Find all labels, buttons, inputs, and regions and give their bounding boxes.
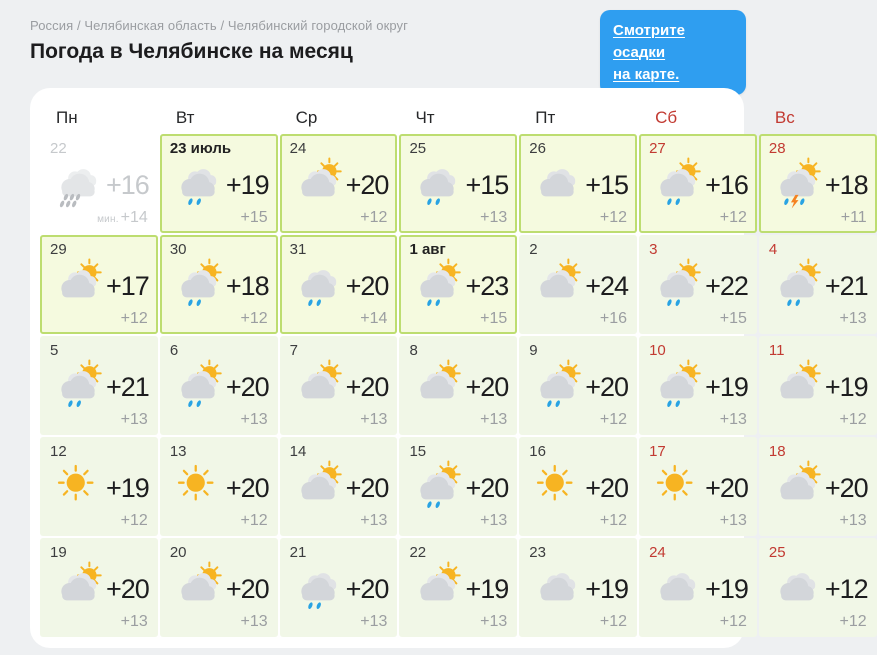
day-weather: [769, 559, 868, 621]
temp-max: +19: [705, 371, 748, 402]
temp-min-value: +13: [480, 411, 508, 428]
temp-min-value: +12: [719, 209, 747, 226]
temp-min: [170, 613, 269, 631]
temp-min-value: +13: [360, 411, 388, 428]
sun-cloud-icon: [290, 463, 346, 513]
calendar-day-cell[interactable]: [40, 336, 158, 435]
sun-cloud-rain-icon: [649, 261, 705, 311]
cloud-rain-icon: [409, 160, 465, 210]
temp-min-value: +12: [599, 512, 628, 529]
sun-cloud-icon: [529, 261, 585, 311]
sun-cloud-rain-icon: [170, 362, 226, 412]
map-button-label-line1: Смотрите осадки: [613, 22, 685, 61]
cloud-icon: [529, 564, 585, 614]
sun-cloud-icon: [290, 362, 346, 412]
temp-max: +19: [465, 573, 509, 604]
temp-max: +20: [225, 472, 269, 503]
day-weather: [50, 256, 149, 318]
temp-min: [769, 209, 868, 227]
temp-max: +18: [824, 169, 868, 200]
cloud-icon: [769, 564, 825, 614]
calendar-day-cell[interactable]: [280, 235, 398, 334]
temp-min: [50, 411, 149, 429]
calendar-day-cell[interactable]: [399, 336, 517, 435]
temp-min-value: +15: [240, 209, 268, 226]
temp-min-value: +13: [719, 411, 747, 428]
day-number: 17: [649, 443, 666, 460]
temp-min-prefix: мин.: [97, 214, 119, 225]
temp-max: +23: [465, 270, 509, 301]
cloud-rain-icon: [170, 160, 226, 210]
day-number: 21: [289, 544, 307, 561]
sun-icon: [50, 463, 106, 513]
calendar-day-cell[interactable]: [399, 134, 517, 233]
day-number: 5: [50, 342, 59, 359]
temp-max: +20: [465, 472, 509, 503]
temp-min-value: +13: [480, 512, 508, 529]
day-weather: [290, 155, 389, 217]
day-weather: [409, 458, 508, 520]
temp-min-value: +13: [360, 512, 388, 529]
temp-min: [649, 310, 748, 328]
day-weather: [50, 155, 149, 217]
calendar-day-cell[interactable]: [519, 235, 637, 334]
calendar-day-cell[interactable]: [160, 235, 278, 334]
day-number: 3: [649, 241, 658, 258]
day-number: 29: [50, 241, 67, 258]
temp-max: +20: [106, 573, 149, 604]
temp-min-value: +12: [599, 411, 628, 428]
temp-max: +20: [465, 371, 509, 402]
calendar-day-cell[interactable]: [759, 538, 877, 637]
day-number: 30: [169, 241, 187, 258]
sun-icon: [649, 463, 705, 513]
day-number: 7: [289, 342, 298, 359]
temp-min-value: +12: [120, 310, 148, 327]
temp-min: [290, 209, 389, 227]
temp-min: [409, 613, 508, 631]
cloud-rain-icon: [290, 564, 346, 614]
day-weather: [529, 458, 628, 520]
day-number: 22: [409, 544, 427, 561]
temp-min: [649, 613, 748, 631]
temp-min-value: +12: [240, 310, 268, 327]
sun-cloud-rain-icon: [769, 261, 825, 311]
weekday-header-Вт: Вт: [175, 108, 195, 127]
sun-cloud-icon: [290, 160, 346, 210]
temp-min: [409, 209, 508, 227]
weekday-header-Ср: Ср: [295, 108, 318, 127]
day-number: 13: [169, 443, 187, 460]
temp-min: [409, 310, 508, 328]
day-number: 11: [768, 342, 785, 359]
day-weather: [769, 155, 868, 217]
month-forecast-card: [30, 88, 868, 648]
day-weather: [290, 357, 389, 419]
temp-min-value: +13: [480, 613, 508, 630]
temp-min: [409, 512, 508, 530]
day-number: 9: [529, 342, 538, 359]
calendar-day-cell[interactable]: [759, 437, 877, 536]
day-number: 12: [50, 443, 67, 460]
temp-min-value: +12: [839, 411, 867, 428]
temp-min-value: +15: [480, 310, 508, 327]
temp-max: +24: [585, 270, 629, 301]
calendar-day-cell[interactable]: [40, 437, 158, 536]
calendar-day-cell[interactable]: [519, 336, 637, 435]
day-number: 18: [768, 443, 786, 460]
day-weather: [170, 357, 269, 419]
temp-min: [769, 512, 868, 530]
sun-cloud-storm-icon: [769, 160, 825, 210]
temp-max: +20: [345, 573, 389, 604]
temp-min-value: +12: [599, 613, 628, 630]
day-weather: [290, 458, 389, 520]
temp-min: [649, 411, 748, 429]
page-title: Погода в Челябинске на месяц: [30, 40, 353, 63]
temp-min-value: +13: [839, 310, 867, 327]
temp-min-value: +12: [839, 613, 867, 630]
calendar-day-cell[interactable]: [759, 134, 877, 233]
calendar-day-cell[interactable]: [519, 538, 637, 637]
temp-min: [649, 209, 748, 227]
calendar-day-cell[interactable]: [759, 336, 877, 435]
day-weather: [409, 256, 508, 318]
temp-min-value: +14: [120, 209, 148, 226]
temp-max: +20: [225, 573, 269, 604]
day-number: 19: [50, 544, 67, 561]
day-weather: [649, 559, 748, 621]
day-number: 27: [649, 140, 666, 157]
day-number: 4: [768, 241, 778, 258]
temp-max: +20: [824, 472, 868, 503]
day-weather: [170, 256, 269, 318]
temp-min: [769, 310, 868, 328]
temp-max: +21: [106, 371, 149, 402]
temp-min-value: +13: [240, 613, 268, 630]
calendar-day-cell[interactable]: [40, 235, 158, 334]
calendar-day-cell[interactable]: [639, 538, 757, 637]
temp-min: [170, 209, 269, 227]
sun-cloud-rain-icon: [409, 463, 465, 513]
calendar-grid: [40, 100, 868, 637]
temp-min-value: +13: [120, 411, 148, 428]
calendar-day-cell[interactable]: [399, 538, 517, 637]
day-number: 8: [409, 342, 418, 359]
sun-cloud-rain-icon: [50, 362, 106, 412]
temp-max: +20: [705, 472, 748, 503]
calendar-day-cell[interactable]: [519, 134, 637, 233]
calendar-day-cell[interactable]: [639, 437, 757, 536]
temp-max: +20: [585, 472, 629, 503]
temp-max: +18: [225, 270, 269, 301]
calendar-day-cell[interactable]: [160, 437, 278, 536]
day-weather: [170, 155, 269, 217]
sun-cloud-rain-icon: [170, 261, 226, 311]
sun-cloud-rain-icon: [649, 362, 705, 412]
cloud-icon: [649, 564, 705, 614]
sun-cloud-rain-icon: [529, 362, 585, 412]
day-number: 31: [289, 241, 307, 258]
calendar-day-cell[interactable]: [160, 134, 278, 233]
day-number: 24: [649, 544, 666, 561]
day-number: 16: [529, 443, 546, 460]
temp-min: [50, 310, 149, 328]
cloud-rain-icon: [290, 261, 346, 311]
day-number: 28: [768, 140, 786, 157]
temp-min-value: +13: [360, 613, 388, 630]
sun-cloud-rain-icon: [409, 261, 465, 311]
temp-min: [50, 512, 149, 530]
precipitation-map-button[interactable]: [600, 10, 746, 95]
temp-min: [170, 411, 269, 429]
calendar-day-cell[interactable]: [399, 235, 517, 334]
temp-max: +19: [106, 472, 149, 503]
temp-max: +20: [225, 371, 269, 402]
temp-min-value: +15: [719, 310, 747, 327]
day-weather: [50, 357, 149, 419]
calendar-day-cell[interactable]: [399, 437, 517, 536]
calendar-day-cell[interactable]: [639, 235, 757, 334]
temp-min: [290, 613, 389, 631]
calendar-day-cell[interactable]: [280, 437, 398, 536]
day-weather: [529, 559, 628, 621]
temp-min: [290, 310, 389, 328]
temp-max: +19: [585, 573, 629, 604]
day-number: 6: [169, 342, 179, 359]
sun-cloud-icon: [170, 564, 226, 614]
sun-cloud-icon: [50, 261, 106, 311]
day-weather: [649, 458, 748, 520]
day-weather: [529, 256, 628, 318]
temp-max: +20: [585, 371, 629, 402]
breadcrumb[interactable]: Россия / Челябинская область / Челябинский городской округ: [30, 18, 408, 33]
temp-max: +22: [705, 270, 748, 301]
calendar-day-cell[interactable]: [759, 235, 877, 334]
temp-max: +12: [824, 573, 868, 604]
temp-min: [290, 411, 389, 429]
temp-min: [529, 310, 628, 328]
temp-min-value: +13: [839, 512, 867, 529]
day-number: 23 июль: [169, 140, 232, 157]
day-number: 1 авг: [409, 241, 446, 258]
temp-min: [529, 209, 628, 227]
temp-max: +16: [106, 169, 149, 200]
sun-cloud-icon: [409, 564, 465, 614]
calendar-day-cell[interactable]: [40, 134, 158, 233]
temp-min-value: +13: [480, 209, 508, 226]
weekday-header-Пн: Пн: [56, 108, 78, 127]
day-weather: [409, 357, 508, 419]
day-weather: [170, 458, 269, 520]
sun-cloud-icon: [769, 362, 825, 412]
calendar-day-cell[interactable]: [160, 538, 278, 637]
temp-max: +19: [225, 169, 269, 200]
temp-max: +20: [345, 270, 389, 301]
temp-max: +20: [345, 472, 389, 503]
day-weather: [649, 256, 748, 318]
temp-min-value: +16: [599, 310, 628, 327]
sun-cloud-icon: [50, 564, 106, 614]
weekday-header-Чт: Чт: [415, 108, 435, 127]
day-weather: [290, 559, 389, 621]
temp-min-value: +12: [120, 512, 148, 529]
temp-max: +21: [824, 270, 868, 301]
temp-min-value: +12: [240, 512, 268, 529]
day-weather: [50, 559, 149, 621]
temp-max: +15: [465, 169, 509, 200]
weekday-header-Пт: Пт: [535, 108, 556, 127]
sun-icon: [170, 463, 226, 513]
temp-min-value: +12: [599, 209, 628, 226]
map-button-label-line2: на карте.: [613, 65, 680, 83]
temp-min-value: +12: [719, 613, 747, 630]
temp-min-value: +12: [360, 209, 388, 226]
temp-max: +15: [585, 169, 629, 200]
temp-min: [170, 512, 269, 530]
weekday-header-Сб: Сб: [655, 108, 678, 127]
cloud-icon: [529, 160, 585, 210]
temp-min: [50, 613, 149, 631]
calendar-day-cell[interactable]: [519, 437, 637, 536]
sun-icon: [529, 463, 585, 513]
day-number: 25: [409, 140, 427, 157]
day-number: 24: [289, 140, 307, 157]
temp-min: [409, 411, 508, 429]
day-number: 14: [289, 443, 307, 460]
temp-min: [170, 310, 269, 328]
day-weather: [769, 256, 868, 318]
calendar-day-cell[interactable]: [280, 538, 398, 637]
day-weather: [529, 155, 628, 217]
day-weather: [649, 155, 748, 217]
day-weather: [769, 458, 868, 520]
temp-max: +20: [345, 169, 389, 200]
temp-min: [529, 613, 628, 631]
day-number: 23: [529, 544, 546, 561]
temp-min-value: +13: [240, 411, 268, 428]
day-weather: [769, 357, 868, 419]
day-number: 25: [768, 544, 786, 561]
day-weather: [409, 559, 508, 621]
sun-cloud-icon: [769, 463, 825, 513]
temp-min: [529, 411, 628, 429]
day-weather: [529, 357, 628, 419]
calendar-day-cell[interactable]: [639, 134, 757, 233]
temp-min: [649, 512, 748, 530]
temp-max: +19: [705, 573, 748, 604]
temp-min-value: +13: [719, 512, 747, 529]
calendar-day-cell[interactable]: [280, 134, 398, 233]
temp-min: [769, 613, 868, 631]
temp-min: [290, 512, 389, 530]
day-number: 10: [649, 342, 666, 359]
day-number: 26: [529, 140, 546, 157]
day-weather: [649, 357, 748, 419]
day-number: 20: [169, 544, 187, 561]
day-weather: [409, 155, 508, 217]
temp-min-value: +14: [360, 310, 388, 327]
rain-gray-icon: [50, 160, 106, 210]
temp-min: [769, 411, 868, 429]
calendar-day-cell[interactable]: [280, 336, 398, 435]
temp-max: +17: [106, 270, 149, 301]
temp-max: +16: [705, 169, 748, 200]
temp-min: [529, 512, 628, 530]
weekday-header-Вс: Вс: [774, 108, 795, 127]
sun-cloud-rain-icon: [649, 160, 705, 210]
day-weather: [50, 458, 149, 520]
day-weather: [290, 256, 389, 318]
calendar-day-cell[interactable]: [160, 336, 278, 435]
temp-min: [50, 209, 149, 227]
temp-min-value: +13: [120, 613, 148, 630]
day-number: 22: [50, 140, 67, 157]
calendar-day-cell[interactable]: [639, 336, 757, 435]
temp-max: +20: [345, 371, 389, 402]
day-weather: [170, 559, 269, 621]
temp-max: +19: [824, 371, 868, 402]
day-number: 2: [529, 241, 538, 258]
sun-cloud-icon: [409, 362, 465, 412]
day-number: 15: [409, 443, 427, 460]
temp-min-value: +11: [840, 209, 867, 226]
calendar-day-cell[interactable]: [40, 538, 158, 637]
